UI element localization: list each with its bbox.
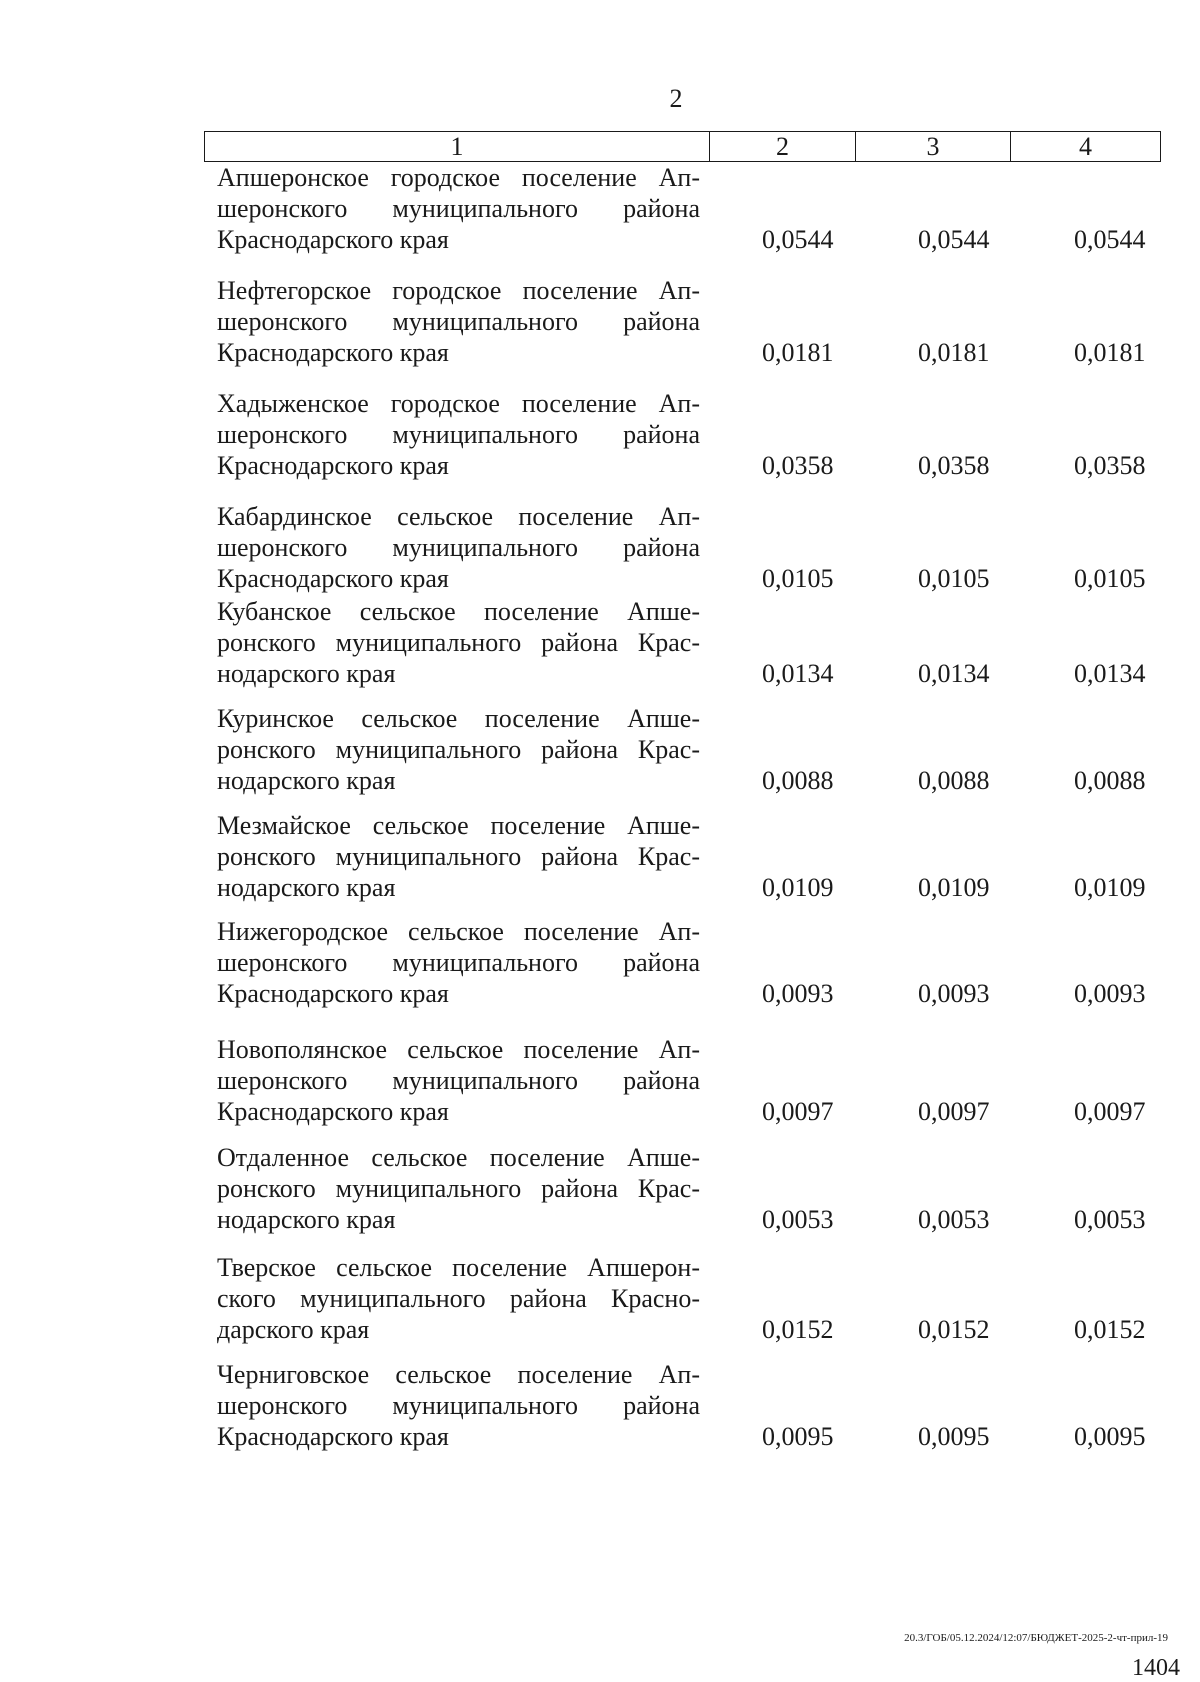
header-col-4: 4 <box>1010 132 1160 161</box>
settlement-name-line: шеронского муниципального района <box>217 307 700 336</box>
settlement-name-line: шеронского муниципального района <box>217 194 700 223</box>
value-col-4: 0,0095 <box>1074 1422 1146 1451</box>
settlement-name-line: шеронского муниципального района <box>217 1066 700 1095</box>
document-code: 20.3/ГОБ/05.12.2024/12:07/БЮДЖЕТ-2025-2-чт-прил-19 <box>904 1632 1168 1644</box>
value-col-2: 0,0053 <box>762 1205 834 1234</box>
settlement-name-line: ронского муниципального района Крас- <box>217 628 700 657</box>
value-col-3: 0,0544 <box>918 225 990 254</box>
settlement-name-line: Краснодарского края <box>217 564 449 593</box>
value-col-4: 0,0152 <box>1074 1315 1146 1344</box>
settlement-name-line: Нижегородское сельское поселение Ап- <box>217 917 700 946</box>
settlement-name-line: Кабардинское сельское поселение Ап- <box>217 502 700 531</box>
value-col-3: 0,0181 <box>918 338 990 367</box>
settlement-name <box>217 596 700 689</box>
settlement-name-line: ронского муниципального района Крас- <box>217 1174 700 1203</box>
value-col-4: 0,0358 <box>1074 451 1146 480</box>
value-col-3: 0,0093 <box>918 979 990 1008</box>
value-col-2: 0,0093 <box>762 979 834 1008</box>
settlement-name <box>217 162 700 255</box>
value-col-4: 0,0053 <box>1074 1205 1146 1234</box>
table-header <box>204 131 1161 162</box>
value-col-2: 0,0152 <box>762 1315 834 1344</box>
settlement-name-line: ронского муниципального района Крас- <box>217 735 700 764</box>
value-col-2: 0,0134 <box>762 659 834 688</box>
value-col-3: 0,0152 <box>918 1315 990 1344</box>
value-col-3: 0,0109 <box>918 873 990 902</box>
value-col-3: 0,0358 <box>918 451 990 480</box>
settlement-name-line: Краснодарского края <box>217 979 449 1008</box>
settlement-name-line: Куринское сельское поселение Апше- <box>217 704 700 733</box>
settlement-name <box>217 916 700 1009</box>
settlement-name <box>217 1252 700 1345</box>
settlement-name-line: Мезмайское сельское поселение Апше- <box>217 811 700 840</box>
value-col-2: 0,0105 <box>762 564 834 593</box>
header-col-2: 2 <box>709 132 855 161</box>
settlement-name-line: ронского муниципального района Крас- <box>217 842 700 871</box>
value-col-4: 0,0109 <box>1074 873 1146 902</box>
header-col-3: 3 <box>855 132 1010 161</box>
value-col-4: 0,0134 <box>1074 659 1146 688</box>
value-col-2: 0,0109 <box>762 873 834 902</box>
value-col-3: 0,0088 <box>918 766 990 795</box>
settlement-name-line: Нефтегорское городское поселение Ап- <box>217 276 700 305</box>
settlement-name-line: Краснодарского края <box>217 225 449 254</box>
value-col-4: 0,0088 <box>1074 766 1146 795</box>
value-col-2: 0,0097 <box>762 1097 834 1126</box>
settlement-name <box>217 388 700 481</box>
settlement-name <box>217 810 700 903</box>
settlement-name-line: Тверское сельское поселение Апшерон- <box>217 1253 700 1282</box>
page-number: 2 <box>669 84 683 113</box>
value-col-2: 0,0088 <box>762 766 834 795</box>
value-col-4: 0,0181 <box>1074 338 1146 367</box>
value-col-3: 0,0134 <box>918 659 990 688</box>
settlement-name-line: Краснодарского края <box>217 451 449 480</box>
settlement-name <box>217 501 700 594</box>
sheet-number: 1404 <box>1132 1655 1180 1681</box>
settlement-name-line: Краснодарского края <box>217 338 449 367</box>
settlement-name-line: Новополянское сельское поселение Ап- <box>217 1035 700 1064</box>
value-col-3: 0,0053 <box>918 1205 990 1234</box>
settlement-name <box>217 275 700 368</box>
value-col-2: 0,0181 <box>762 338 834 367</box>
value-col-2: 0,0095 <box>762 1422 834 1451</box>
settlement-name <box>217 703 700 796</box>
settlement-name-line: нодарского края <box>217 1205 396 1234</box>
settlement-name-line: Кубанское сельское поселение Апше- <box>217 597 700 626</box>
settlement-name <box>217 1142 700 1235</box>
value-col-2: 0,0358 <box>762 451 834 480</box>
settlement-name-line: Отдаленное сельское поселение Апше- <box>217 1143 700 1172</box>
value-col-3: 0,0095 <box>918 1422 990 1451</box>
settlement-name-line: нодарского края <box>217 659 396 688</box>
value-col-3: 0,0105 <box>918 564 990 593</box>
settlement-name <box>217 1034 700 1127</box>
settlement-name-line: Краснодарского края <box>217 1422 449 1451</box>
settlement-name-line: шеронского муниципального района <box>217 1391 700 1420</box>
settlement-name-line: шеронского муниципального района <box>217 420 700 449</box>
header-col-1: 1 <box>450 131 464 161</box>
settlement-name <box>217 1359 700 1452</box>
settlement-name-line: Краснодарского края <box>217 1097 449 1126</box>
settlement-name-line: Черниговское сельское поселение Ап- <box>217 1360 700 1389</box>
value-col-4: 0,0093 <box>1074 979 1146 1008</box>
settlement-name-line: шеронского муниципального района <box>217 533 700 562</box>
value-col-4: 0,0105 <box>1074 564 1146 593</box>
settlement-name-line: нодарского края <box>217 766 396 795</box>
settlement-name-line: дарского края <box>217 1315 370 1344</box>
settlement-name-line: Хадыженское городское поселение Ап- <box>217 389 700 418</box>
value-col-4: 0,0097 <box>1074 1097 1146 1126</box>
settlement-name-line: ского муниципального района Красно- <box>217 1284 700 1313</box>
value-col-2: 0,0544 <box>762 225 834 254</box>
settlement-name-line: шеронского муниципального района <box>217 948 700 977</box>
value-col-3: 0,0097 <box>918 1097 990 1126</box>
settlement-name-line: Апшеронское городское поселение Ап- <box>217 163 700 192</box>
value-col-4: 0,0544 <box>1074 225 1146 254</box>
settlement-name-line: нодарского края <box>217 873 396 902</box>
